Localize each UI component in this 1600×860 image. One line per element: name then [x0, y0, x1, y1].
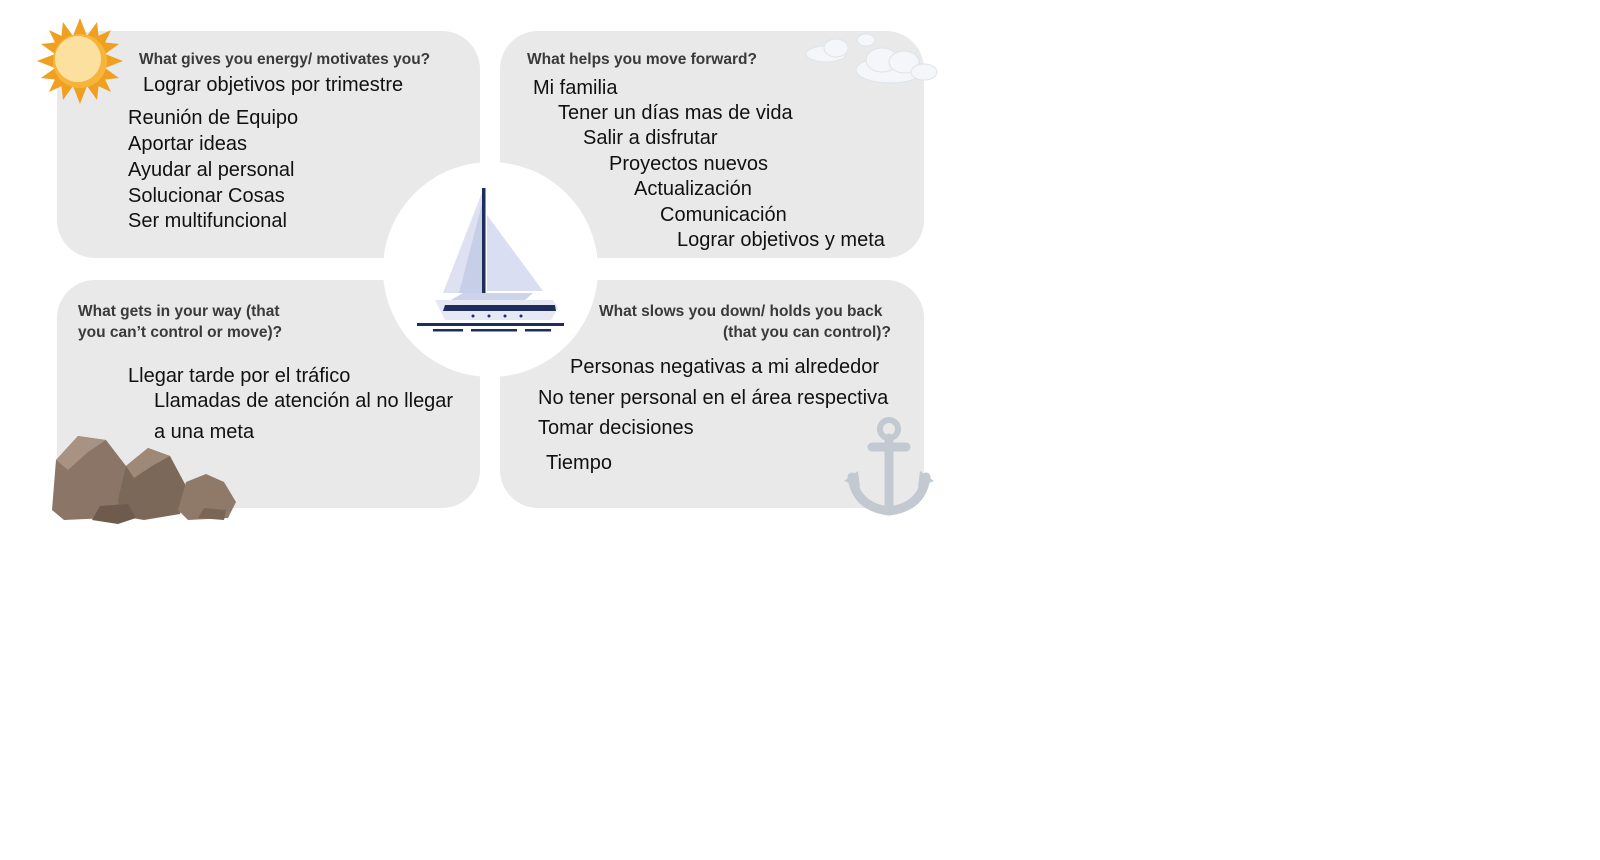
energy-item: Ser multifuncional — [128, 210, 287, 232]
cloud-icon — [800, 30, 940, 92]
sailboat-icon — [413, 185, 568, 335]
anchor-icon — [842, 415, 937, 520]
question-holds-back-line2: (that you can control)? — [723, 324, 891, 341]
question-move-forward: What helps you move forward? — [527, 51, 757, 68]
obstacle-item: Llamadas de atención al no llegar — [154, 390, 454, 412]
question-energy: What gives you energy/ motivates you? — [139, 51, 431, 68]
rocks-icon — [48, 430, 238, 525]
forward-item: Proyectos nuevos — [609, 153, 768, 175]
obstacle-item: Llegar tarde por el tráfico — [128, 365, 351, 387]
forward-item: Salir a disfrutar — [583, 127, 718, 149]
forward-item: Mi familia — [533, 77, 618, 99]
forward-item: Comunicación — [660, 204, 787, 226]
question-holds-back-line1: What slows you down/ holds you back — [599, 303, 883, 320]
energy-item: Lograr objetivos por trimestre — [143, 74, 404, 96]
holds-back-item: Personas negativas a mi alrededor — [570, 356, 880, 378]
question-obstacles-line2: you can’t control or move)? — [78, 324, 283, 341]
holds-back-item: No tener personal en el área respectiva — [538, 387, 889, 409]
energy-item: Reunión de Equipo — [128, 107, 299, 129]
energy-item: Solucionar Cosas — [128, 185, 285, 207]
energy-item: Ayudar al personal — [128, 159, 295, 181]
obstacle-item: a una meta — [154, 421, 255, 443]
holds-back-item: Tomar decisiones — [538, 417, 694, 439]
forward-item: Tener un días mas de vida — [558, 102, 793, 124]
sun-icon — [35, 16, 125, 106]
energy-item: Aportar ideas — [128, 133, 247, 155]
question-obstacles-line1: What gets in your way (that — [78, 303, 280, 320]
forward-item: Lograr objetivos y meta — [677, 229, 885, 251]
forward-item: Actualización — [634, 178, 752, 200]
holds-back-item: Tiempo — [546, 452, 612, 474]
